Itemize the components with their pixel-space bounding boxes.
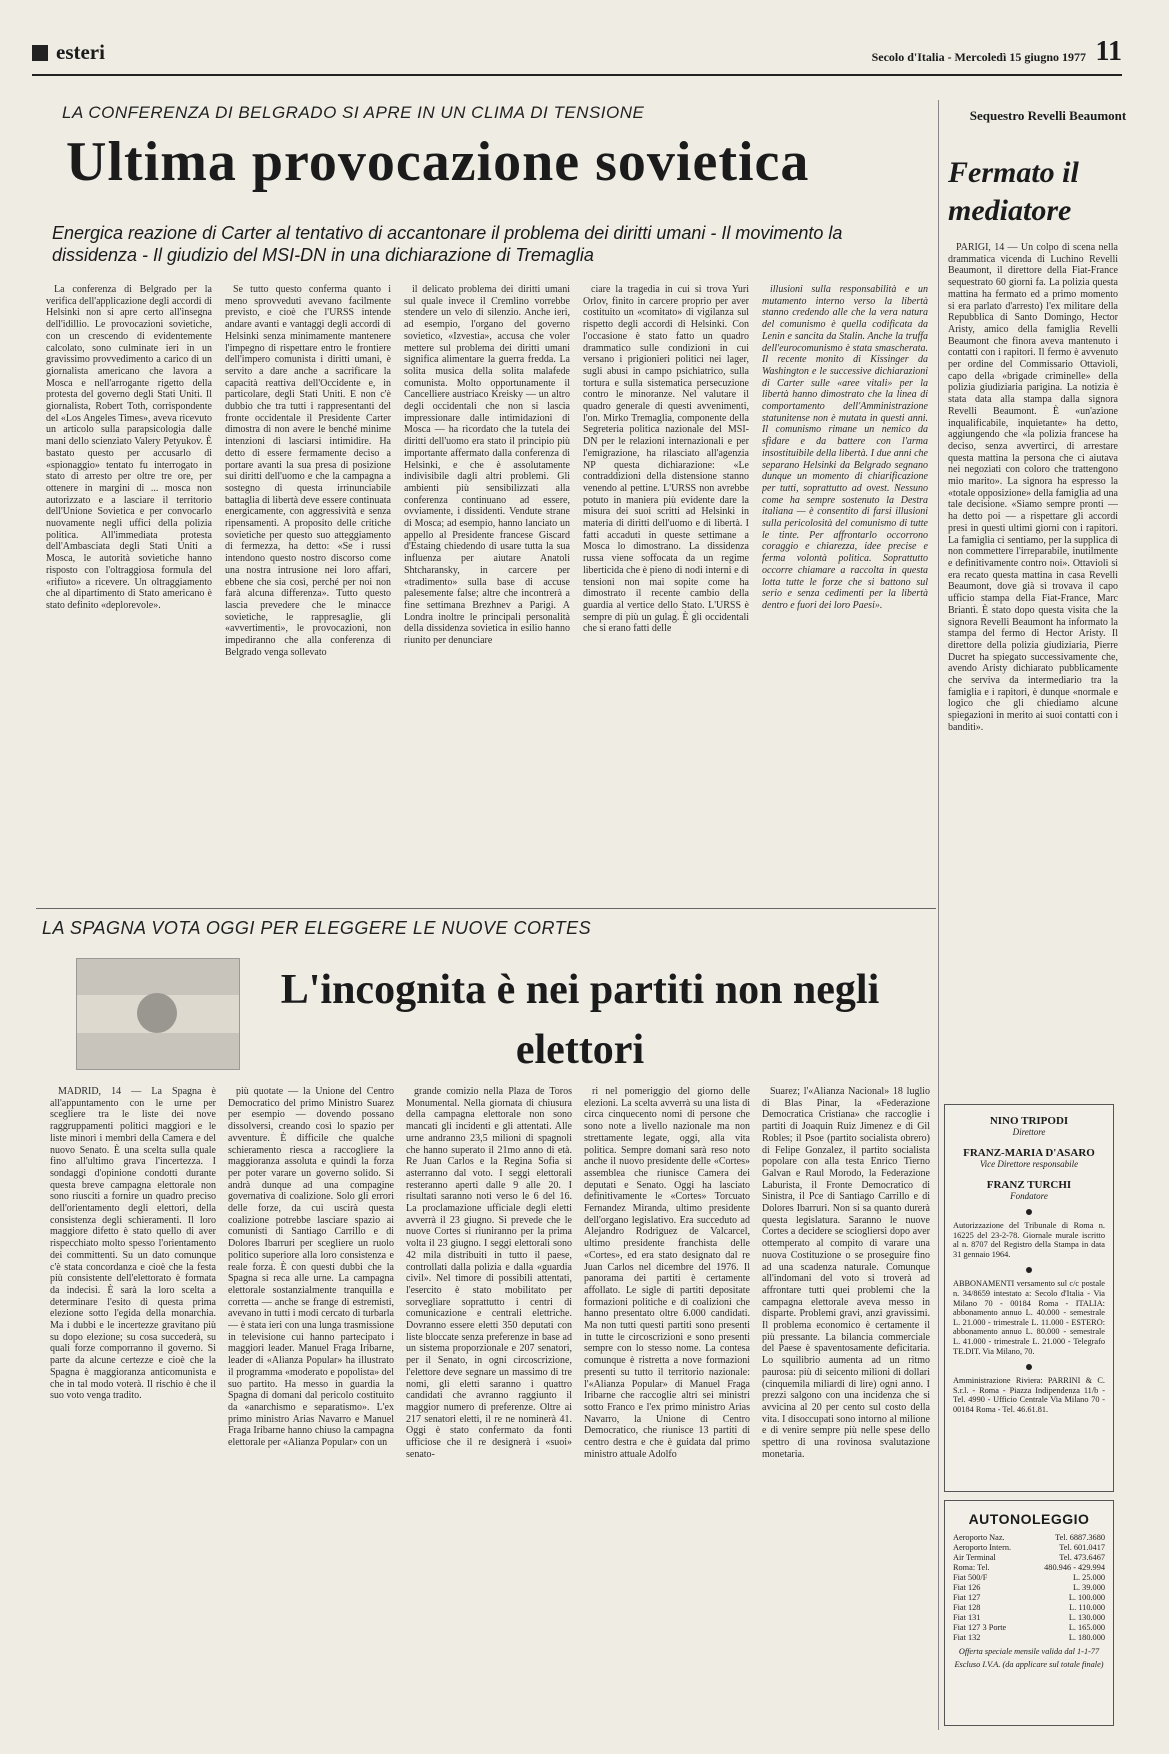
masthead-administration: Amministrazione Riviera: PARRINI & C. S.r.l. - Roma - Piazza Indipendenza 11/b - Tel. 4990 - Ufficio Centrale Via Milano 70 - 00184 Roma - Tel. 46.61.81. bbox=[953, 1376, 1105, 1414]
column-divider bbox=[938, 100, 939, 1730]
article2-headline: L'incognita è nei partiti non negli elettori bbox=[280, 967, 880, 1073]
autonoleggio-row-value: L. 100.000 bbox=[1068, 1593, 1105, 1602]
autonoleggio-row-label: Aeroporto Intern. bbox=[953, 1543, 1012, 1552]
autonoleggio-row-value: Tel. 6887.3680 bbox=[1055, 1533, 1105, 1542]
autonoleggio-row-label: Air Terminal bbox=[953, 1553, 996, 1562]
autonoleggio-row-value: L. 39.000 bbox=[1072, 1583, 1105, 1592]
page-number: 11 bbox=[1095, 36, 1122, 67]
autonoleggio-row bbox=[953, 1633, 1105, 1643]
article2-column: Suarez; l'«Alianza Nacional» 18 luglio di Blas Pinar, la «Federazione Democratica Cristiana» che raccoglie i partiti di Joaquin Ruiz Jimenez e di Gil Robles; il Psoe (partito socialista obrero) di Felipe Gonzalez, il partito socialista popolare con alla testa Enrico Tierno Galvan e Raul Morodo, la Federazione Laburista, il Fronte Democratico di Sinistra, il Pce di Santiago Carrillo e di Dolores Ibarruri. Non si sa quanto durerà questa legislatura. Saranno le nuove Cortes a decidere se sciogliersi dopo aver ottemperato al compito di varare una nuova Costituzione o se proseguire fino ad una scadenza naturale. Comunque all'indomani del voto si troverà ad affrontare tutti quei problemi che la campagna elettorale aveva messo in disparte. Problemi gravi, anzi gravissimi. Il problema economico è certamente il più pressante. La bilancia commerciale del Paese è spaventosamente deficitaria. Lo squilibrio aumenta ad un ritmo paurosa: più di seicento milioni di dollari (cinquemila miliardi di lire) ogni anno. I prezzi salgono con una incidenza che si avvicina al 20 per cento sul costo della vita. I disoccupati sono intorno al milione e di venire sempre più nelle spese dello spettro di una rovinosa svalutazione monetaria. bbox=[762, 1086, 930, 1460]
article1-kicker: LA CONFERENZA DI BELGRADO SI APRE IN UN CLIMA DI TENSIONE bbox=[62, 103, 645, 122]
autonoleggio-row-value: L. 110.000 bbox=[1069, 1603, 1105, 1612]
flag-emblem-icon bbox=[137, 993, 177, 1033]
masthead-subscriptions: ABBONAMENTI versamento sul c/c postale n. 34/8659 intestato a: Secolo d'Italia - Via Milano 70 - 00184 Roma - ITALIA: abbonamento annuo L. 40.000 - semestrale L. 21.000 - trimestrale L. 11.000 - ESTERO: abbonamento annuo L. 80.000 - semestrale L. 41.000 - trimestrale L. 21.000 - Telegrafo TE.DIT. Via Milano, 70. bbox=[953, 1279, 1105, 1356]
autonoleggio-row bbox=[953, 1563, 1105, 1573]
article1-deck: Energica reazione di Carter al tentativo di accantonare il problema dei diritti umani - Il movimento la dissidenza - Il giudizio del MSI-DN in una dichiarazione di Tremaglia bbox=[52, 223, 843, 265]
article1-column: illusioni sulla responsabilità e un mutamento interno verso la libertà stanno credendo alle che la vera natura del comunismo è quella codificata da Lenin e sancita da Stalin. Anche la truffa dell'eurocomunismo è stata smascherata. Il recente monito di Kissinger da Washington e le successive dichiarazioni di Carter sulle «aree vitali» per la libertà hanno dimostrato che la linea di comportamento dell'Amministrazione statunitense non è mutata in questi anni. Il comunismo rimane un nemico da sfidare e da battere con l'arma insostituibile della libertà. I due anni che separano Helsinki da Belgrado segnano dunque un momento di chiarificazione per tutti, soprattutto ad ovest. Nessuno come ha sempre sostenuto la Destra italiana — è consentito di farsi illusioni sulla pericolosità del comunismo di tutte le tinte. Per affrontarlo occorrono coraggio e chiarezza, idee precise e ferma volontà politica. Soprattutto occorre chiamare a raccolta in questa lotta tutte le forze che si battono sul serio e senza cedimenti per la libertà dentro e fuori dei loro Paesi». bbox=[762, 284, 928, 611]
autonoleggio-row-label: Fiat 132 bbox=[953, 1633, 981, 1642]
article1-column: il delicato problema dei diritti umani sul quale invece il Cremlino vorrebbe stendere un velo di silenzio. Anche ieri, ad esempio, l'organo del governo sovietico, «Izvestia», accusa che voler mettere sul problema dei diritti umani significa alimentare la guerra fredda. La solita musica della solita malafede comunista. Molto opportunamente il Cancelliere austriaco Kreisky — un altro degli occidentali che non si lascia impressionare dalle intimidazioni di Mosca — ha ricordato che la tutela dei diritti dell'uomo era stato il principio più importante affermato dalla conferenza di Helsinki, e che è assolutamente indivisibile dagli altri problemi. Gli ambienti più sensibilizzati alla conferenza continuano ad essere, ovviamente, i dissidenti. Vendute strane di Mosca; ad esempio, hanno lanciato un appello al Presidente francese Giscard d'Estaing chiedendo di usare tutta la sua influenza per aiutare Anatoli Shtcharansky, in carcere per «tradimento» sulla base di accuse palesemente false; altre che incontrerà a fine settimana Brezhnev a Parigi. A Londra inoltre le principali personalità della dissidenza sovietica in esilio hanno riunito per denunciare bbox=[404, 284, 570, 647]
article1-column: ciare la tragedia in cui si trova Yuri Orlov, finito in carcere proprio per aver costituito un «comitato» di vigilanza sul rispetto degli accordi di Helsinki. Con l'occasione è stato fatto un quadro drammatico sulle condizioni in cui versano i prigionieri politici nei lager, sugli abusi in campo psichiatrico, sulla tortura e sulla sistematica persecuzione contro le minoranze. Nel valutare il quadro generale di questi avvenimenti, l'on. Mirko Tremaglia, componente della Segreteria politica nazionale del MSI-DN per le relazioni internazionali e per l'emigrazione, ha rilasciato all'agenzia NP questa dichiarazione: «Le contraddizioni della distensione stanno venendo al pettine. L'URSS non avrebbe potuto in maniera più evidente dare la misura dei suoi scritti ad Helsinki in materia di diritti dell'uomo e di libertà. I fatti accaduti in queste settimane a Mosca lo dimostrano. La dissidenza russa viene soffocata da un regime liberticida che è pieno di nodi interni e di tensioni non mai sopite come ha dimostrato il recente cambio della guardia al vertice dello Stato. L'URSS è sempre di più un gulag. È gli occidentali che si erano fatti delle bbox=[583, 284, 749, 635]
article2-column: più quotate — la Unione del Centro Democratico del primo Ministro Suarez per esempio — dovendo possano dissolversi, creando così lo spazio per avventure. È difficile che qualche schieramento riesca a raccogliere la maggioranza assoluta e quindi la forza per poter varare un governo solido. Si andrà dunque ad una compagine governativa di coalizione. Solo gli errori delle forze, da cui uscirà questa coalizione potrebbe lasciare spazio ai comunisti di Santiago Carrillo e di Dolores Ibarruri per scegliere un ruolo politico superiore alla loro consistenza e reale forza. È con questi dubbi che la Spagna si reca alle urne. La campagna elettorale sostanzialmente tranquilla e corretta — anche se frange di estremisti, avevano in tutti i modi cercato di turbarla — è stata ieri con una lunga trasmissione in televisione cui hanno partecipato i maggiori leader. Manuel Fraga Iribarne, leader di «Alianza Popular» ha illustrato il programma «moderato e popolista» del suo partito. Ha messo in guardia la Spagna di domani dal pericolo costituito da «anarchismo e separatismo». L'ex primo ministro Arias Navarro e Manuel Fraga Iribarne hanno chiuso la campagna elettorale per «Alianza Popular» con un bbox=[228, 1086, 394, 1449]
issue-info: Secolo d'Italia - Mercoledì 15 giugno 1977 bbox=[871, 50, 1086, 64]
autonoleggio-ad bbox=[944, 1500, 1114, 1726]
bullet-icon bbox=[1026, 1364, 1032, 1370]
sidebar-kicker: Sequestro Revelli Beaumont bbox=[969, 108, 1127, 123]
spain-flag-photo bbox=[76, 958, 240, 1070]
autonoleggio-row bbox=[953, 1533, 1105, 1543]
article1-body bbox=[46, 284, 928, 912]
autonoleggio-footer: Escluso I.V.A. (da applicare sul totale finale) bbox=[954, 1660, 1104, 1669]
sidebar-column: PARIGI, 14 — Un colpo di scena nella drammatica vicenda di Luchino Revelli Beaumont, il direttore della Fiat-France sequestrato 60 giorni fa. La polizia questa mattina ha fermato ed a primo momento si era parlato d'arresto) l'ex militare della Repubblica di Santo Domingo, Hector Aristy, amico della famiglia Revelli Beaumont che finora aveva mantenuto i contatti con i rapitori. Il fermo è avvenuto per ordine del Commissario Ottavioli, capo della «brigade criminelle» della polizia giudiziaria parigina. La notizia è stata data alla stampa dalla signora Revelli Beaumont. È «un'azione inqualificabile, inquietante» ha detto, aggiungendo che «la polizia francese ha deciso, senza avvertirci, di arrestare questa mattina la persona che ci aiutava nei negoziati con coloro che trattengono mio marito». La signora ha espresso la «totale opposizione» della famiglia ad una tale decisione. «Siamo sempre pronti — ha detto poi — a rispettare gli accordi presi in questi ultimi giorni con i rapitori. La famiglia ci sentiamo, per la supplica di non commettere l'irreparabile, inutilmente e definitivamente contro noi». Ottavioli si era recato questa mattina in casa Revelli Beaumont, dove già si trovava il capo ufficio stampa della Fiat-France, Marc Briantì. È stato dopo questa visita che la signora Revelli Beaumont ha informato la stampa del fermo di Hector Aristy. Il direttore della polizia giudiziaria, Pierre Ducret ha spiegato successivamente che, avendo Aristy dichiarato pubblicamente che serviva da intermediario tra la famiglia e i rapitori, è dunque «normale e logico che gli chiediamo alcune spiegazioni in merito ai suoi contatti con i banditi». bbox=[948, 242, 1118, 733]
autonoleggio-row-label: Fiat 127 3 Porte bbox=[953, 1623, 1007, 1632]
autonoleggio-note: Offerta speciale mensile valida dal 1-1-77 bbox=[958, 1647, 1100, 1656]
masthead-deputy: FRANZ-MARIA D'ASARO Vice Direttore responsabile bbox=[963, 1147, 1095, 1169]
autonoleggio-row-value: L. 165.000 bbox=[1068, 1623, 1105, 1632]
autonoleggio-row-value: Tel. 473.6467 bbox=[1059, 1553, 1105, 1562]
autonoleggio-row-label: Aeroporto Naz. bbox=[953, 1533, 1005, 1542]
masthead-founder: FRANZ TURCHI Fondatore bbox=[986, 1179, 1072, 1201]
autonoleggio-row-value: L. 180.000 bbox=[1068, 1633, 1105, 1642]
article2-column: MADRID, 14 — La Spagna è all'appuntamento con le urne per scegliere tra le liste dei nove raggruppamenti politici maggiori e le liste minori i membri della Camera e del nuovo Senato. È una scelta sulla quale fino all'ultimo grava l'incertezza. I sondaggi d'opinione condotti durante questa breve campagna elettorale non sono riusciti a fornire un quadro preciso dell'orientamento degli elettori, della consistenza degli schieramenti. Il loro maggiore difetto è stato quello di aver rispecchiato molto spesso l'orientamento dei committenti. Su un dato comunque c'è stata concordanza e cioè che la festa più consistente dell'elettorato è formata da indecisi. È sarà la loro scelta a determinare l'esito di questa prima elezione sotto l'egida della monarchia. Ma i dubbi e le incertezze gravitano più su dopo elezione; su cosa succederà, su quali forze comporranno il governo. Si parte da alcune certezze e cioè che la Spagna è maggioranza anticomunista e che in tal modo voterà. Il rischio è che il suo voto venga tradito. bbox=[50, 1086, 216, 1402]
article1-headline: Ultima provocazione sovietica bbox=[66, 131, 810, 193]
page-header bbox=[32, 36, 1122, 76]
bullet-icon bbox=[1026, 1267, 1032, 1273]
section-square-icon bbox=[32, 45, 48, 61]
article2-kicker: LA SPAGNA VOTA OGGI PER ELEGGERE LE NUOVE CORTES bbox=[42, 918, 592, 938]
article2-column: grande comizio nella Plaza de Toros Monumental. Nella giornata di chiusura della campagna elettorale non sono mancati gli incidenti e gli attentati. Alle urne andranno 23,5 milioni di spagnoli che hanno superato il 21mo anno di età. Re Juan Carlos e la Regina Sofia si asterranno dal voto. I seggi elettorali resteranno aperti dalle 9 alle 20. I risultati saranno noti verso le 6 del 16. La proclamazione ufficiale degli eletti avverrà il 23 giugno. Si prevede che le nuove Cortes si riuniranno per la prima volta il 23 giugno. I seggi elettorali sono 42 mila distribuiti in tutto il paese, controllati dalla polizia e dalla «guardia civil». Nel timore di possibili attentati, l'esercito è stato mobilitato per sorvegliare soprattutto i centri di comunicazione e centrali elettriche. Dovranno essere eletti 350 deputati con liste bloccate senza preferenze in base ad un sistema proporzionale e 207 senatori, per il Senato, in ogni circoscrizione, l'elettore deve segnare un massimo di tre nomi, gli eletti saranno i quattro candidati che avranno raggiunto il maggior numero di preferenze. Oltre ai 217 senatori eletti, il re ne nominerà 41. Oggi è stato confermato da fonti ufficiose che il re designerà i «suoi» senato- bbox=[406, 1086, 572, 1460]
autonoleggio-row-label: Fiat 500/F bbox=[953, 1573, 988, 1582]
autonoleggio-row-label: Fiat 128 bbox=[953, 1603, 981, 1612]
bullet-icon bbox=[1026, 1209, 1032, 1215]
sidebar-headline: Fermato il mediatore bbox=[948, 156, 1079, 227]
autonoleggio-row-value: L. 130.000 bbox=[1068, 1613, 1105, 1622]
sidebar-body bbox=[948, 242, 1118, 1080]
article-divider bbox=[36, 908, 936, 909]
autonoleggio-row-label: Fiat 131 bbox=[953, 1613, 981, 1622]
section-label bbox=[32, 40, 105, 65]
autonoleggio-title: AUTONOLEGGIO bbox=[968, 1511, 1090, 1527]
article2-body bbox=[50, 1086, 930, 1726]
autonoleggio-row bbox=[953, 1553, 1105, 1563]
autonoleggio-rows bbox=[945, 1527, 1113, 1643]
autonoleggio-row bbox=[953, 1603, 1105, 1613]
masthead-director: NINO TRIPODI Direttore bbox=[989, 1115, 1069, 1137]
masthead-box bbox=[944, 1104, 1114, 1492]
autonoleggio-row-label: Fiat 127 bbox=[953, 1593, 981, 1602]
autonoleggio-row-value: 480.946 - 429.994 bbox=[1044, 1563, 1105, 1572]
autonoleggio-row bbox=[953, 1543, 1105, 1553]
masthead-registration: Autorizzazione del Tribunale di Roma n. 16225 del 23-2-78. Giornale murale iscritto al n. 8707 del Registro della Stampa in data 31 gennaio 1964. bbox=[953, 1221, 1105, 1259]
article1-column: Se tutto questo conferma quanto i meno sprovveduti avevano facilmente previsto, e cioè che l'URSS intende andare avanti e vantaggi degli accordi di Helsinki senza minimamente mantenere l'impegno di rispettare entro le frontiere dell'impero comunista i diritti umani, è servito a dare anche a sacrificare la capacità reattiva dell'Occidente e, in particolare, degli Stati Uniti. E non c'è dubbio che tra tutti i rappresentanti del fronte occidentale il Presidente Carter dimostra di non avere le benché minime intenzioni di lasciarsi intimidire. Ha detto di essere fermamente deciso a portare avanti la sua presa di posizione sui diritti dell'uomo e che la campagna a sostegno di questa irrinunciabile battaglia di libertà deve essere continuata energicamente, con aggressività e senza ripensamenti. A proposito delle critiche sovietiche per questo suo atteggiamento di fermezza, ha detto: «Se i russi intendono questo nostro discorso come una nostra intrusione nei loro affari, ebbene che sia così, perché per noi non farà alcuna differenza». Tutto questo lascia prevedere che le minacce sovietiche, le rappresaglie, gli «avvertimenti», le provocazioni, non impediranno che alla conferenza di Belgrado venga sollevato bbox=[225, 284, 391, 658]
autonoleggio-row bbox=[953, 1573, 1105, 1583]
article2-column: ri nel pomeriggio del giorno delle elezioni. La scelta avverrà su una lista di circa cinquecento nomi di persone che sono note a livello nazionale ma non strettamente legate, oggi, alla vita politica. Sempre domani sarà reso noto anche il nuovo presidente delle «Cortes» assemblea che riunisce Camera dei deputati e Senato. Oggi ha lasciato definitivamente le «Cortes» Torcuato Fernandez Miranda, ultimo presidente dell'organo legislativo. Era succeduto ad Alejandro Rodriguez de Valcarcel, ultimo presidente franchista delle «Cortes», ed era stato designato dal re Juan Carlos nel dicembre del 1976. Il panorama dei partiti è certamente affollato. Le sigle di partiti depositate formazioni politiche e di coalizioni che hanno presentato oltre 6.000 candidati. Ma non tutti questi partiti sono presenti in tutte le circoscrizioni e sono presenti sempre con lo stesso nome. La contesa comunque è ristretta a nove formazioni presenti su tutto il territorio nazionale: l'«Alianza Popular» di Manuel Fraga Iribarne che raccoglie altri sei ministri sotto Franco e l'ex primo ministro Arias Navarro, la Unione di Centro Democratico, che riunisce 13 partiti di centro destra e che è guidata dal primo ministro attuale Adolfo bbox=[584, 1086, 750, 1460]
autonoleggio-row-value: L. 25.000 bbox=[1072, 1573, 1105, 1582]
autonoleggio-row bbox=[953, 1583, 1105, 1593]
autonoleggio-row bbox=[953, 1593, 1105, 1603]
autonoleggio-row bbox=[953, 1623, 1105, 1633]
autonoleggio-row-label: Fiat 126 bbox=[953, 1583, 981, 1592]
autonoleggio-row-label: Roma: Tel. bbox=[953, 1563, 990, 1572]
autonoleggio-row-value: Tel. 601.0417 bbox=[1059, 1543, 1105, 1552]
autonoleggio-row bbox=[953, 1613, 1105, 1623]
section-name: esteri bbox=[56, 40, 105, 64]
article1-column: La conferenza di Belgrado per la verifica dell'applicazione degli accordi di Helsinki non si apre certo all'insegna dell'idillio. Le provocazioni sovietiche, con un crescendo di evidentemente calcolato, sono culminate ieri in un gravissimo provvedimento a carico di un giornalista americano che lavora a Mosca e nell'arrogante rigetto della protesta del governo degli Stati Uniti. Il giornalista, Robert Toth, corrispondente del «Los Angeles Times», aveva ricevuto un articolo sulla parapsicologia dalle mani dello scienziato Valery Petyukov. È bastato questo per accusarlo di «spionaggio» tentato fu interrogato in stato di arresto per oltre tre ore, per ottenere in margini di ... mosca non autorizzato e a lasciare il territorio dell'Unione Sovietica e per convocarlo nuovamente negli uffici della polizia politica. All'immediata protesta dell'Ambasciata degli Stati Uniti a Mosca, le autorità sovietiche hanno risposto con l'oltraggiosa formula del «rifiuto» a ricevere. Un oltraggiamento che al dipartimento di Stato americano è stato definito «deplorevole». bbox=[46, 284, 212, 611]
